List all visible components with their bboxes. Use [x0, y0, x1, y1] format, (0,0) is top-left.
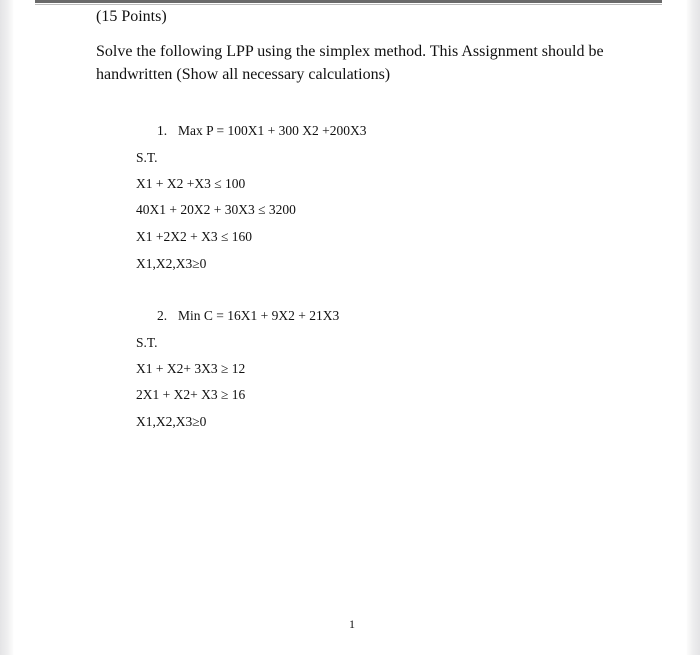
problem-1-subject-to: S.T.: [136, 150, 158, 165]
problem-1-constraint-3: X1 +2X2 + X3 ≤ 160: [136, 229, 253, 244]
instructions-line-1: Solve the following LPP using the simplex method. This Assignment should be: [96, 43, 604, 60]
problem-1-number: 1.: [157, 123, 168, 138]
problem-2-number: 2.: [157, 308, 168, 323]
problem-1-objective: Max P = 100X1 + 300 X2 +200X3: [178, 123, 367, 138]
top-rule: [35, 0, 662, 3]
problem-1-constraint-2: 40X1 + 20X2 + 30X3 ≤ 3200: [136, 202, 296, 217]
instructions-line-2: handwritten (Show all necessary calculations): [96, 66, 391, 83]
problem-2-subject-to: S.T.: [136, 335, 158, 350]
page-left-shadow: [0, 0, 14, 655]
problem-2-constraint-1: X1 + X2+ 3X3 ≥ 12: [136, 361, 246, 376]
problem-2-objective: Min C = 16X1 + 9X2 + 21X3: [178, 308, 340, 323]
instructions: [96, 40, 636, 86]
top-rule-light: [35, 4, 662, 5]
points-label: (15 Points): [96, 8, 167, 25]
problem-2-constraint-2: 2X1 + X2+ X3 ≥ 16: [136, 387, 246, 402]
page-number: 1: [349, 617, 355, 631]
problem-1-nonnegativity: X1,X2,X3≥0: [136, 256, 207, 271]
problem-2-nonnegativity: X1,X2,X3≥0: [136, 414, 207, 429]
page-right-shadow: [686, 0, 700, 655]
problem-1-constraint-1: X1 + X2 +X3 ≤ 100: [136, 176, 246, 191]
